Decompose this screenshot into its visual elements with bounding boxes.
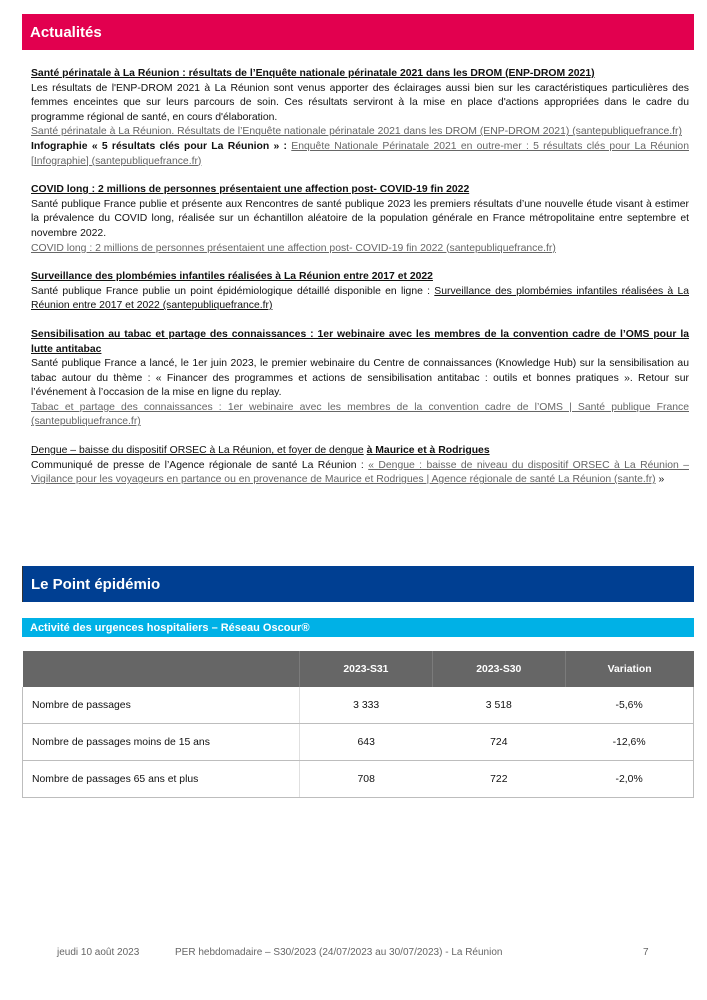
cell-s30: 3 518 <box>432 687 565 724</box>
news-link[interactable]: COVID long : 2 millions de personnes présentaient une affection post- COVID-19 fin 2022 (santepubliquefrance.fr) <box>31 242 556 254</box>
epi-subsection-title: Activité des urgences hospitaliers – Réseau Oscour® <box>30 621 310 634</box>
news-body: Santé publique France publie un point épidémiologique détaillé disponible en ligne : <box>31 285 431 297</box>
news-item-covid-long <box>31 183 689 256</box>
cell-variation: -2,0% <box>565 761 693 798</box>
news-title: Surveillance des plombémies infantiles réalisées à La Réunion entre 2017 et 2022 <box>31 271 433 283</box>
infographic-label: Infographie « 5 résultats clés pour La Réunion » : <box>31 140 288 152</box>
news-link[interactable]: « Dengue : baisse de niveau du dispositif ORSEC à La Réunion – Vigilance pour les voyageurs en partance ou en provenance de Maurice et Rodrigues | Agence régionale de santé La Réunion (sante.fr) <box>31 459 689 486</box>
table-header-s31: 2023-S31 <box>300 651 433 687</box>
news-body: Santé publique France a lancé, le 1er juin 2023, le premier webinaire du Centre de connaissances (Knowledge Hub) sur la sensibilisation au tabac autour du thème : « Financer des programmes et actions de sensibilisation antitabac : outils et bonnes pratiques ». Retour sur l’événement à l’occasion de la mise en ligne du replay. <box>31 358 689 399</box>
news-section-header <box>22 14 694 50</box>
news-link-suffix: » <box>658 474 665 486</box>
footer-date: jeudi 10 août 2023 <box>57 947 140 958</box>
cell-s30: 722 <box>432 761 565 798</box>
infographic-link[interactable]: Enquête Nationale Périnatale 2021 en outre-mer : 5 résultats clés pour La Réunion [Infographie] (santepubliquefrance.fr) <box>31 140 689 167</box>
news-section-title: Actualités <box>30 23 102 41</box>
epi-section-header <box>22 566 694 602</box>
cell-s31: 708 <box>300 761 433 798</box>
epi-subsection-header <box>22 618 694 637</box>
table-header-label <box>23 651 300 687</box>
page-number: 7 <box>643 947 649 958</box>
cell-variation: -5,6% <box>565 687 693 724</box>
row-label: Nombre de passages moins de 15 ans <box>23 724 300 761</box>
news-title: Dengue – baisse du dispositif ORSEC à La Réunion, et foyer de dengue <box>31 445 364 457</box>
cell-variation: -12,6% <box>565 724 693 761</box>
epi-section-title: Le Point épidémio <box>31 575 161 593</box>
row-label: Nombre de passages 65 ans et plus <box>23 761 300 798</box>
news-item-plombemies <box>31 270 689 314</box>
news-link[interactable]: Tabac et partage des connaissances : 1er webinaire avec les membres de la convention cadre de l’OMS | Santé publique France (santepubliquefrance.fr) <box>31 401 689 428</box>
news-item-tabac <box>31 328 689 430</box>
table-row <box>23 724 694 761</box>
table-header-variation: Variation <box>565 651 693 687</box>
row-label: Nombre de passages <box>23 687 300 724</box>
cell-s30: 724 <box>432 724 565 761</box>
news-item-dengue <box>31 444 689 488</box>
news-body: Santé publique France publie et présente aux Rencontres de santé publique 2023 les premiers résultats d’une nouvelle étude visant à estimer la prévalence du COVID long, réalisée sur un échantillon aléatoire de la population générale en France métropolitaine entre septembre et novembre 2022. <box>31 198 689 239</box>
news-link[interactable]: Surveillance des plombémies infantiles réalisées à La Réunion entre 2017 et 2022 (santepubliquefrance.fr) <box>31 285 690 312</box>
cell-s31: 3 333 <box>300 687 433 724</box>
page-footer <box>0 947 707 963</box>
news-body: Les résultats de l'ENP-DROM 2021 à La Réunion sont venus apporter des éclairages aussi bien sur les caractéristiques particulières des femmes enceintes que sur leurs parcours de soin. Ces résultats serviront à la mise en place d'actions appropriées dans le cadre du programme régional de santé, en cours d'élaboration. <box>31 82 689 123</box>
news-body: Communiqué de presse de l’Agence régionale de santé La Réunion : <box>31 459 364 471</box>
table-row <box>23 761 694 798</box>
table-header-s30: 2023-S30 <box>432 651 565 687</box>
news-link[interactable]: Santé périnatale à La Réunion. Résultats de l’Enquête nationale périnatale 2021 dans les DROM (ENP-DROM 2021) (santepubliquefrance.fr) <box>31 126 682 138</box>
cell-s31: 643 <box>300 724 433 761</box>
news-title: Sensibilisation au tabac et partage des connaissances : 1er webinaire avec les membres de la convention cadre de l’OMS pour la lutte antitabac <box>31 328 689 355</box>
footer-report-title: PER hebdomadaire – S30/2023 (24/07/2023 au 30/07/2023) - La Réunion <box>175 947 503 958</box>
news-title-bold: à Maurice et à Rodrigues <box>366 445 490 457</box>
table-header-row <box>23 651 694 687</box>
news-title: COVID long : 2 millions de personnes présentaient une affection post- COVID-19 fin 2022 <box>31 184 470 196</box>
emergency-activity-table <box>22 651 694 798</box>
table-row <box>23 687 694 724</box>
news-item-perinatal <box>31 67 689 169</box>
news-list <box>31 67 689 502</box>
news-title: Santé périnatale à La Réunion : résultats de l’Enquête nationale périnatale 2021 dans les DROM (ENP-DROM 2021) <box>31 68 595 79</box>
